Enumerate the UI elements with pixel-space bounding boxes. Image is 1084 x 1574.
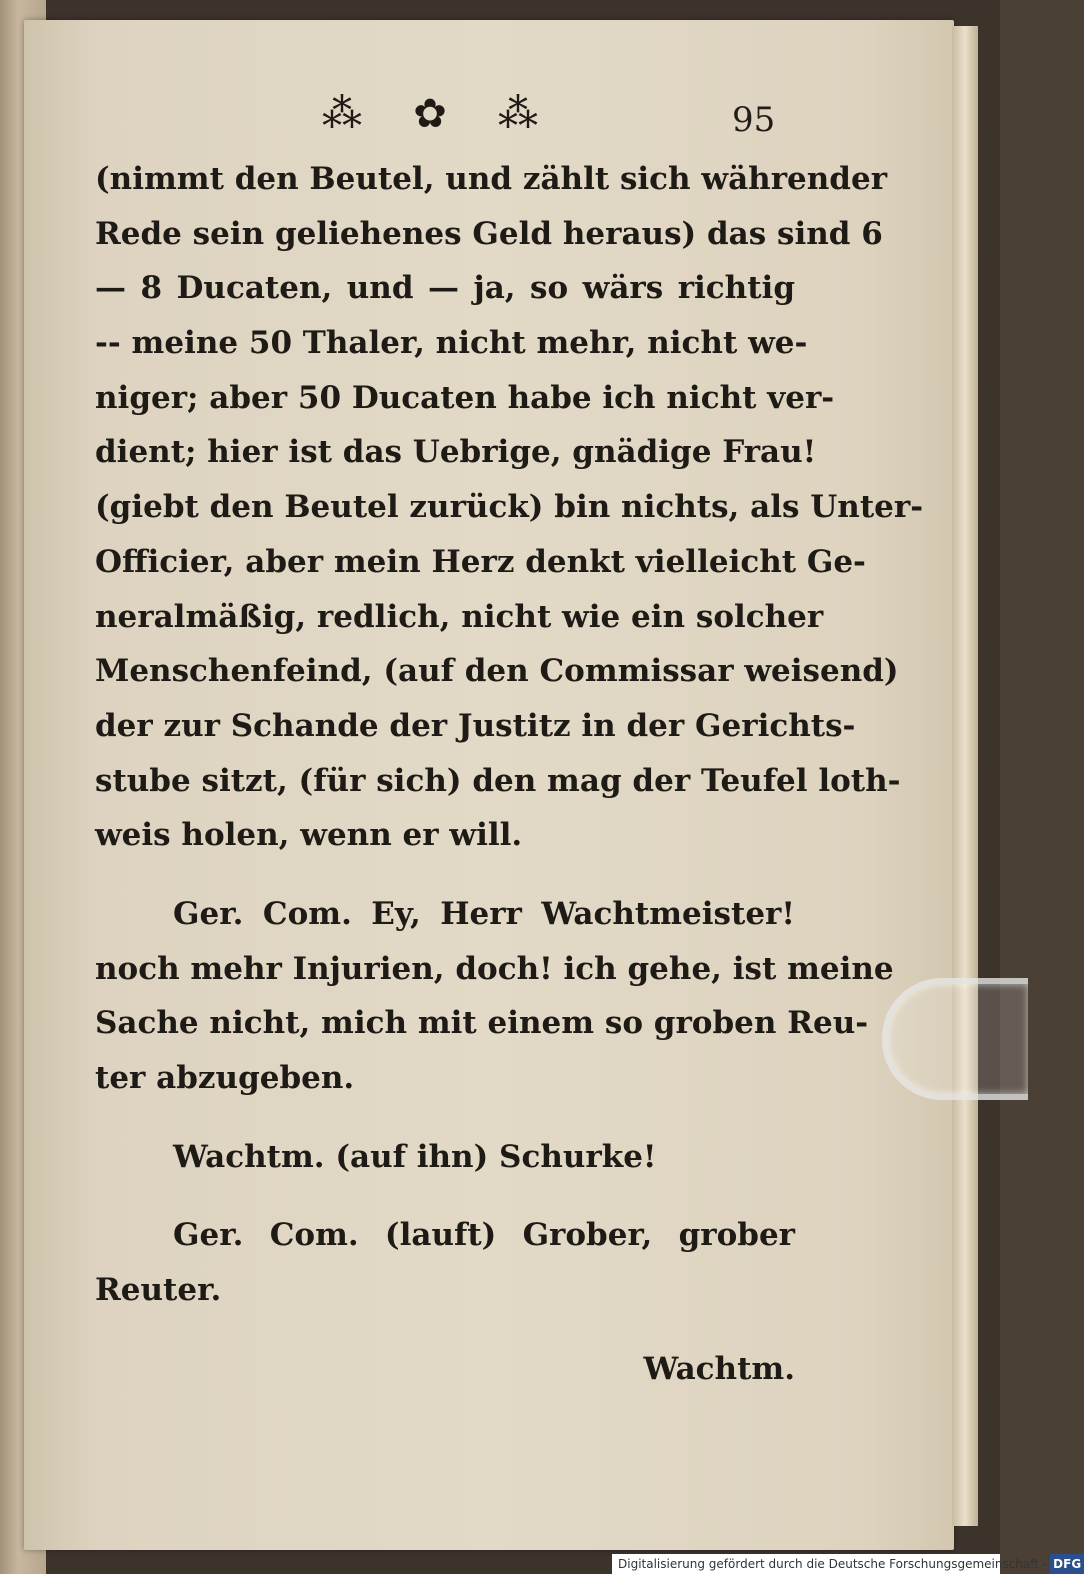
text-line: (nimmt den Beutel, und zählt sich währender: [95, 161, 888, 197]
text-line: -- meine 50 Thaler, nicht mehr, nicht we-: [95, 325, 808, 362]
ornament-center-icon: ✿: [413, 91, 451, 137]
text-line: — 8 Ducaten, und — ja, so wärs richtig: [95, 270, 795, 307]
text-line: stube sitzt, (für sich) den mag der Teufel loth-: [95, 762, 901, 799]
page-clip: [882, 978, 1028, 1100]
text-line: Rede sein geliehenes Geld heraus) das sind 6: [95, 215, 883, 252]
credit-text: Digitalisierung gefördert durch die Deutsche Forschungsgemeinschaft -: [618, 1557, 1048, 1571]
text-line: Menschenfeind, (auf den Commissar weisend): [95, 653, 899, 690]
text-line: niger; aber 50 Ducaten habe ich nicht ver-: [95, 379, 835, 416]
speech-line: Ger. Com. Ey, Herr Wachtmeister!: [173, 895, 795, 932]
header-ornament: [322, 90, 542, 138]
digitization-credit: [612, 1554, 1082, 1574]
text-line: weis holen, wenn er will.: [95, 817, 523, 854]
speech-line: Wachtm. (auf ihn) Schurke!: [173, 1138, 657, 1175]
text-line: Officier, aber mein Herz denkt vielleicht Ge-: [95, 543, 866, 580]
speech-line: Sache nicht, mich mit einem so groben Reu-: [95, 1005, 869, 1042]
text-line: der zur Schande der Justitz in der Gerichts-: [95, 707, 856, 744]
speech-line: Reuter.: [95, 1272, 222, 1309]
dfg-logo: DFG: [1050, 1554, 1084, 1574]
ornament-right-icon: ⁂: [497, 91, 542, 137]
page-number: 95: [732, 100, 776, 140]
text-line: dient; hier ist das Uebrige, gnädige Frau!: [95, 434, 817, 471]
speech-line: Ger. Com. (lauft) Grober, grober: [173, 1217, 795, 1254]
ornament-left-icon: ⁂: [322, 91, 366, 137]
speech-line: noch mehr Injurien, doch! ich gehe, ist meine: [95, 950, 894, 987]
text-line: neralmäßig, redlich, nicht wie ein solcher: [95, 598, 824, 635]
catchword: Wachtm.: [643, 1350, 795, 1387]
page-stack-edge: [952, 26, 978, 1526]
speech-line: ter abzugeben.: [95, 1060, 355, 1096]
page-text: [95, 152, 924, 1396]
text-line: (giebt den Beutel zurück) bin nichts, als Unter-: [95, 489, 924, 526]
